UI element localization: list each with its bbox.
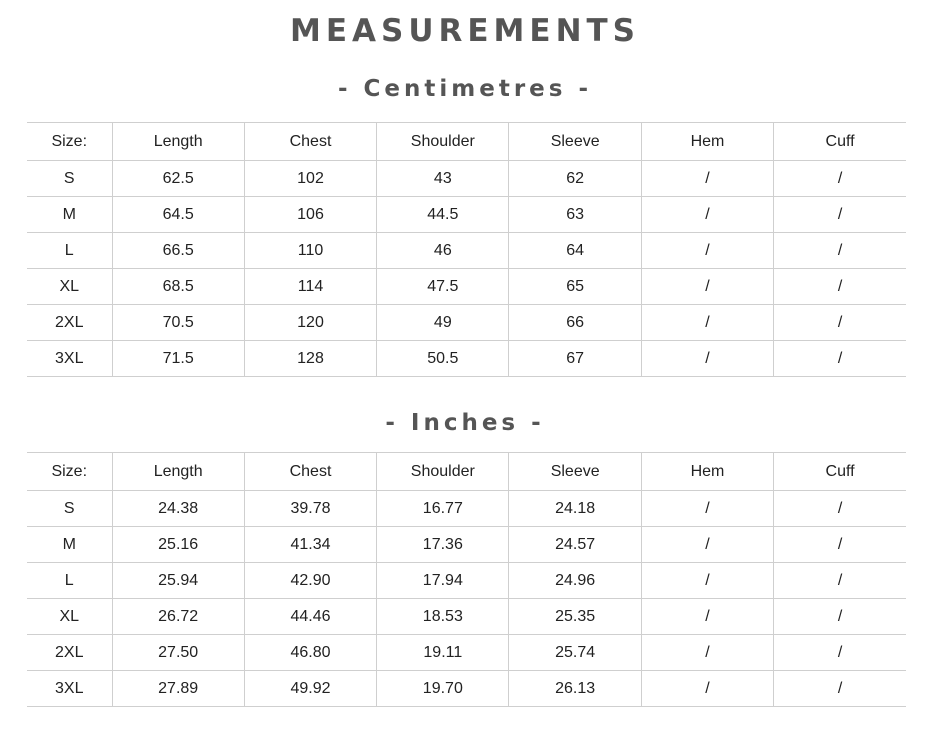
cell-cuff: / <box>774 305 906 341</box>
cell-shoulder: 17.94 <box>377 563 509 599</box>
cell-hem: / <box>641 635 773 671</box>
centimetres-size-table <box>27 122 906 377</box>
cell-cuff: / <box>774 341 906 377</box>
cell-size: 3XL <box>27 671 112 707</box>
cell-size: 2XL <box>27 305 112 341</box>
cell-size: XL <box>27 599 112 635</box>
cell-shoulder: 50.5 <box>377 341 509 377</box>
cell-chest: 102 <box>244 161 376 197</box>
cell-cuff: / <box>774 491 906 527</box>
cell-chest: 42.90 <box>244 563 376 599</box>
cell-chest: 106 <box>244 197 376 233</box>
cell-length: 25.16 <box>112 527 244 563</box>
table-row <box>27 671 906 707</box>
cell-length: 27.89 <box>112 671 244 707</box>
cell-sleeve: 67 <box>509 341 641 377</box>
header-cuff: Cuff <box>774 123 906 161</box>
header-sleeve: Sleeve <box>509 453 641 491</box>
cell-cuff: / <box>774 527 906 563</box>
cell-length: 70.5 <box>112 305 244 341</box>
cell-size: M <box>27 197 112 233</box>
cell-sleeve: 65 <box>509 269 641 305</box>
cell-chest: 110 <box>244 233 376 269</box>
cell-sleeve: 25.35 <box>509 599 641 635</box>
cell-cuff: / <box>774 671 906 707</box>
cell-chest: 41.34 <box>244 527 376 563</box>
cell-hem: / <box>641 305 773 341</box>
header-cuff: Cuff <box>774 453 906 491</box>
table-header-row <box>27 123 906 161</box>
cell-shoulder: 46 <box>377 233 509 269</box>
cell-cuff: / <box>774 197 906 233</box>
cell-chest: 46.80 <box>244 635 376 671</box>
cell-size: L <box>27 563 112 599</box>
cell-hem: / <box>641 563 773 599</box>
cell-cuff: / <box>774 599 906 635</box>
table-row <box>27 341 906 377</box>
header-chest: Chest <box>244 453 376 491</box>
cell-size: 3XL <box>27 341 112 377</box>
cell-size: S <box>27 161 112 197</box>
cell-size: L <box>27 233 112 269</box>
header-length: Length <box>112 453 244 491</box>
cell-shoulder: 19.70 <box>377 671 509 707</box>
cell-hem: / <box>641 491 773 527</box>
table-row <box>27 233 906 269</box>
cell-size: S <box>27 491 112 527</box>
cell-hem: / <box>641 527 773 563</box>
header-shoulder: Shoulder <box>377 453 509 491</box>
header-size: Size: <box>27 123 112 161</box>
cell-length: 62.5 <box>112 161 244 197</box>
header-hem: Hem <box>641 123 773 161</box>
cell-chest: 44.46 <box>244 599 376 635</box>
cell-shoulder: 43 <box>377 161 509 197</box>
header-chest: Chest <box>244 123 376 161</box>
cell-hem: / <box>641 161 773 197</box>
cell-hem: / <box>641 269 773 305</box>
cell-cuff: / <box>774 269 906 305</box>
cell-sleeve: 62 <box>509 161 641 197</box>
cell-sleeve: 24.96 <box>509 563 641 599</box>
cell-length: 24.38 <box>112 491 244 527</box>
cell-shoulder: 47.5 <box>377 269 509 305</box>
cell-sleeve: 66 <box>509 305 641 341</box>
cell-sleeve: 25.74 <box>509 635 641 671</box>
table-row <box>27 491 906 527</box>
table-row <box>27 599 906 635</box>
cell-hem: / <box>641 671 773 707</box>
centimetres-section-title: - Centimetres - <box>337 76 593 102</box>
cell-hem: / <box>641 341 773 377</box>
cell-sleeve: 64 <box>509 233 641 269</box>
cell-size: 2XL <box>27 635 112 671</box>
header-shoulder: Shoulder <box>377 123 509 161</box>
cell-sleeve: 63 <box>509 197 641 233</box>
cell-length: 71.5 <box>112 341 244 377</box>
cell-length: 64.5 <box>112 197 244 233</box>
cell-chest: 39.78 <box>244 491 376 527</box>
cell-sleeve: 24.57 <box>509 527 641 563</box>
cell-shoulder: 49 <box>377 305 509 341</box>
cell-shoulder: 16.77 <box>377 491 509 527</box>
header-hem: Hem <box>641 453 773 491</box>
cell-cuff: / <box>774 635 906 671</box>
table-row <box>27 305 906 341</box>
table-row <box>27 269 906 305</box>
inches-size-table <box>27 452 906 707</box>
cell-shoulder: 18.53 <box>377 599 509 635</box>
table-row <box>27 635 906 671</box>
cell-length: 26.72 <box>112 599 244 635</box>
cell-hem: / <box>641 233 773 269</box>
table-row <box>27 197 906 233</box>
cell-chest: 49.92 <box>244 671 376 707</box>
table-row <box>27 527 906 563</box>
cell-shoulder: 17.36 <box>377 527 509 563</box>
cell-cuff: / <box>774 161 906 197</box>
table-row <box>27 161 906 197</box>
cell-length: 25.94 <box>112 563 244 599</box>
inches-section-title: - Inches - <box>385 410 545 436</box>
cell-cuff: / <box>774 233 906 269</box>
cell-shoulder: 19.11 <box>377 635 509 671</box>
cell-chest: 128 <box>244 341 376 377</box>
cell-sleeve: 24.18 <box>509 491 641 527</box>
cell-length: 66.5 <box>112 233 244 269</box>
cell-chest: 114 <box>244 269 376 305</box>
cell-chest: 120 <box>244 305 376 341</box>
cell-hem: / <box>641 599 773 635</box>
page-title: MEASUREMENTS <box>289 13 640 49</box>
header-size: Size: <box>27 453 112 491</box>
cell-length: 68.5 <box>112 269 244 305</box>
cell-size: M <box>27 527 112 563</box>
cell-hem: / <box>641 197 773 233</box>
cell-shoulder: 44.5 <box>377 197 509 233</box>
header-length: Length <box>112 123 244 161</box>
table-row <box>27 563 906 599</box>
cell-sleeve: 26.13 <box>509 671 641 707</box>
cell-size: XL <box>27 269 112 305</box>
cell-cuff: / <box>774 563 906 599</box>
table-header-row <box>27 453 906 491</box>
cell-length: 27.50 <box>112 635 244 671</box>
header-sleeve: Sleeve <box>509 123 641 161</box>
